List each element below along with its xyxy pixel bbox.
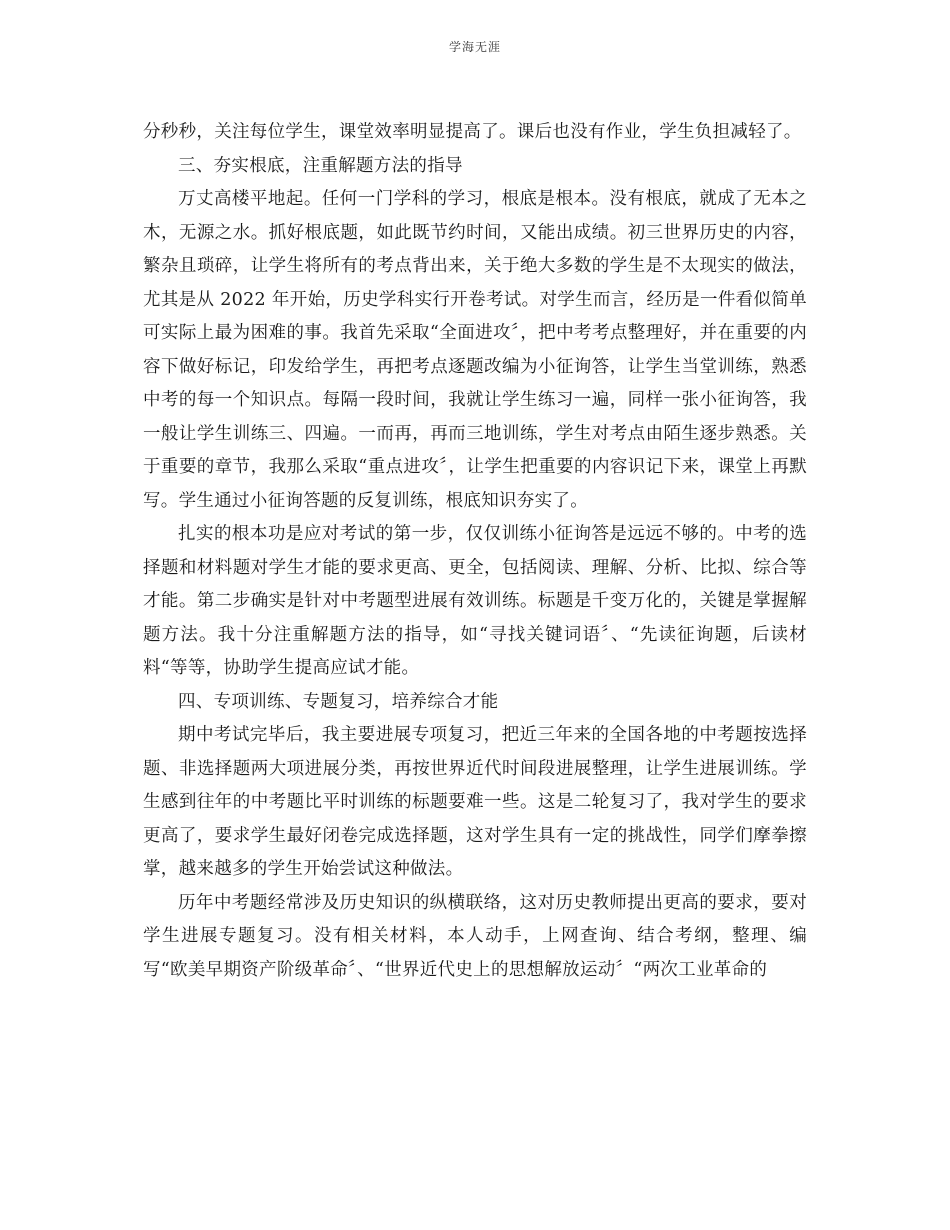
- page-header: 学海无涯: [448, 40, 501, 54]
- section-heading-three: 三、夯实根底，注重解题方法的指导: [178, 155, 463, 176]
- paragraph: 期中考试完毕后，我主要进展专项复习，把近三年来的全国各地的中考题按选择题、非选择题两大项进展分类，再按世界近代时间段进展整理，让学生进展训练。学生感到往年的中考题比平时训练的标题要难一些。这是二轮复习了，我对学生的要求更高了，要求学生最好闭卷完成选择题，这对学生具有一定的挑战性，同学们摩拳擦掌，越来越多的学生开始尝试这种做法。: [143, 725, 807, 879]
- paragraph: 万丈高楼平地起。任何一门学科的学习，根底是根本。没有根底，就成了无本之木，无源之水。抓好根底题，如此既节约时间，又能出成绩。初三世界历史的内容，繁杂且琐碎，让学生将所有的考点背出来，关于绝大多数的学生是不太现实的做法，尤其是从 2022 年开始，历史学科实行开卷考试。对学生而言，经历是一件看似简单可实际上最为困难的事。我首先采取“全面进攻〞，把中考考点整理好，并在重要的内容下做好标记，印发给学生，再把考点逐题改编为小征询答，让学生当堂训练，熟悉中考的每一个知识点。每隔一段时间，我就让学生练习一遍，同样一张小征询答，我一般让学生训练三、四遍。一而再，再而三地训练，学生对考点由陌生逐步熟悉。关于重要的章节，我那么采取“重点进攻〞，让学生把重要的内容识记下来，课堂上再默写。学生通过小征询答题的反复训练，根底知识夯实了。: [143, 189, 807, 511]
- paragraph: 扎实的根本功是应对考试的第一步，仅仅训练小征询答是远远不够的。中考的选择题和材料题对学生才能的要求更高、更全，包括阅读、理解、分析、比拟、综合等才能。第二步确实是针对中考题型进展有效训练。标题是千变万化的，关键是掌握解题方法。我十分注重解题方法的指导，如“寻找关键词语〞、“先读征询题，后读材料“等等，协助学生提高应试才能。: [143, 524, 807, 678]
- document-body: [143, 116, 807, 987]
- paragraph-continuation: 分秒秒，关注每位学生，课堂效率明显提高了。课后也没有作业，学生负担减轻了。: [143, 122, 802, 142]
- paragraph: 历年中考题经常涉及历史知识的纵横联络，这对历史教师提出更高的要求，要对学生进展专题复习。没有相关材料，本人动手，上网查询、结合考纲，整理、编写“欧美早期资产阶级革命〞、“世界近代史上的思想解放运动〞“两次工业革命的: [143, 892, 807, 980]
- section-heading-four: 四、专项训练、专题复习，培养综合才能: [178, 691, 499, 712]
